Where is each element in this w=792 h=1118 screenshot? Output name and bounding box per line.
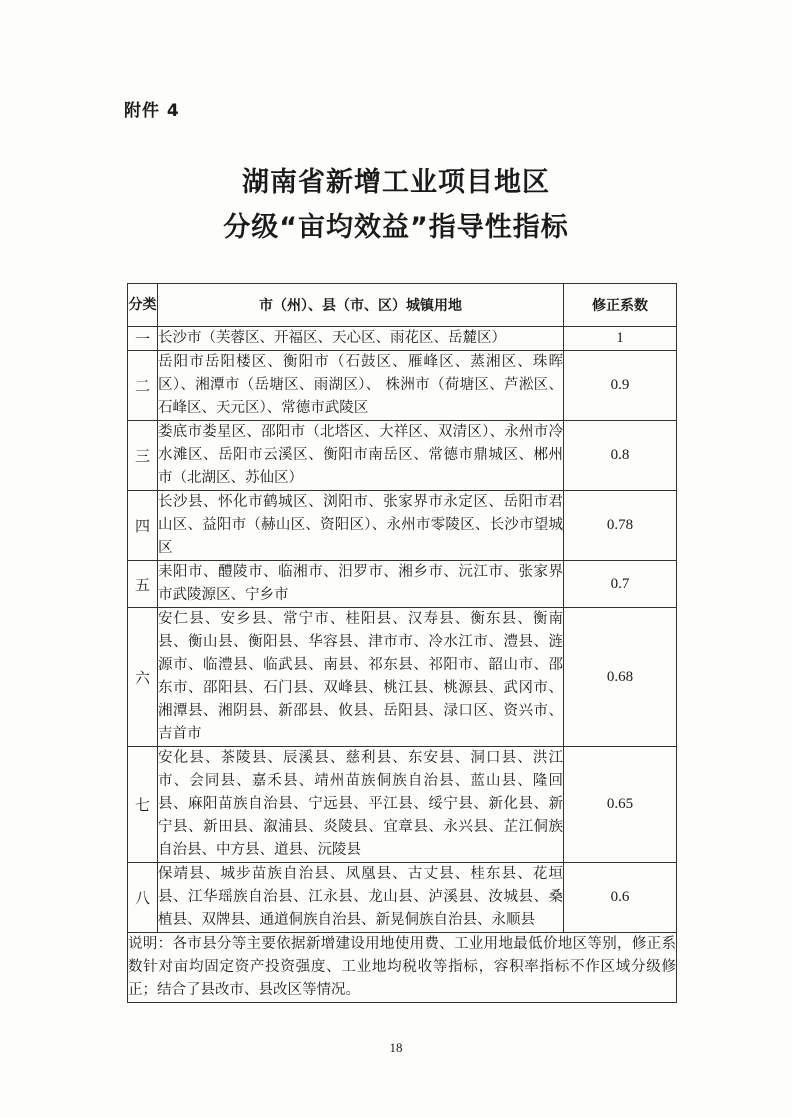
row-region: 保靖县、城步苗族自治县、凤凰县、古丈县、桂东县、花垣县、江华瑶族自治县、江永县、龙山县、泸溪县、汝城县、桑植县、双牌县、通道侗族自治县、新晃侗族自治县、永顺县 xyxy=(158,863,564,933)
row-coefficient: 0.8 xyxy=(564,421,677,491)
coefficient-table xyxy=(127,283,677,1003)
row-category: 五 xyxy=(128,561,158,608)
document-title-line-2: 分级“亩均效益”指导性指标 xyxy=(223,212,569,243)
table-row xyxy=(128,491,677,561)
table-row xyxy=(128,561,677,608)
row-category: 二 xyxy=(128,351,158,421)
page-number: 18 xyxy=(389,1040,403,1055)
table-header-row xyxy=(128,284,677,327)
row-coefficient: 0.6 xyxy=(564,863,677,933)
row-coefficient: 0.78 xyxy=(564,491,677,561)
row-category: 一 xyxy=(128,327,158,351)
table-row xyxy=(128,608,677,747)
row-region: 长沙市（芙蓉区、开福区、天心区、雨花区、岳麓区） xyxy=(158,327,564,351)
row-category: 七 xyxy=(128,747,158,863)
document-title-line-1: 湖南省新增工业项目地区 xyxy=(242,167,550,198)
table-note: 说明：各市县分等主要依据新增建设用地使用费、工业用地最低价地区等别，修正系数针对亩均固定资产投资强度、工业地均税收等指标，容积率指标不作区域分级修正；结合了县改市、县改区等情况。 xyxy=(128,933,677,1003)
row-region: 安化县、茶陵县、辰溪县、慈利县、东安县、洞口县、洪江市、会同县、嘉禾县、靖州苗族侗族自治县、蓝山县、隆回县、麻阳苗族自治县、宁远县、平江县、绥宁县、新化县、新宁县、新田县、溆浦县、炎陵县、宜章县、永兴县、芷江侗族自治县、中方县、道县、沅陵县 xyxy=(158,747,564,863)
header-category: 分类 xyxy=(128,284,158,327)
header-coefficient: 修正系数 xyxy=(564,284,677,327)
row-coefficient: 1 xyxy=(564,327,677,351)
row-category: 三 xyxy=(128,421,158,491)
row-region: 耒阳市、醴陵市、临湘市、汨罗市、湘乡市、沅江市、张家界市武陵源区、宁乡市 xyxy=(158,561,564,608)
row-region: 娄底市娄星区、邵阳市（北塔区、大祥区、双清区）、永州市冷水滩区、岳阳市云溪区、衡阳市南岳区、常德市鼎城区、郴州市（北湖区、苏仙区） xyxy=(158,421,564,491)
row-coefficient: 0.68 xyxy=(564,608,677,747)
row-region: 长沙县、怀化市鹤城区、浏阳市、张家界市永定区、岳阳市君山区、益阳市（赫山区、资阳区）、永州市零陵区、长沙市望城区 xyxy=(158,491,564,561)
row-category: 六 xyxy=(128,608,158,747)
row-region: 岳阳市岳阳楼区、衡阳市（石鼓区、雁峰区、蒸湘区、珠晖区）、湘潭市（岳塘区、雨湖区）、 株洲市（荷塘区、芦淞区、石峰区、天元区）、常德市武陵区 xyxy=(158,351,564,421)
row-coefficient: 0.9 xyxy=(564,351,677,421)
row-coefficient: 0.65 xyxy=(564,747,677,863)
table-row xyxy=(128,351,677,421)
attachment-label: 附件 4 xyxy=(124,101,180,121)
table-note-row xyxy=(128,933,677,1003)
row-coefficient: 0.7 xyxy=(564,561,677,608)
table-row xyxy=(128,421,677,491)
table-row xyxy=(128,863,677,933)
table-row xyxy=(128,747,677,863)
table-row xyxy=(128,327,677,351)
row-region: 安仁县、安乡县、常宁市、桂阳县、汉寿县、衡东县、衡南县、衡山县、衡阳县、华容县、津市市、冷水江市、澧县、涟源市、临澧县、临武县、南县、祁东县、祁阳市、韶山市、邵东市、邵阳县、石门县、双峰县、桃江县、桃源县、武冈市、湘潭县、湘阴县、新邵县、攸县、岳阳县、渌口区、资兴市、吉首市 xyxy=(158,608,564,747)
row-category: 四 xyxy=(128,491,158,561)
header-region: 市（州）、县（市、区）城镇用地 xyxy=(158,284,564,327)
row-category: 八 xyxy=(128,863,158,933)
